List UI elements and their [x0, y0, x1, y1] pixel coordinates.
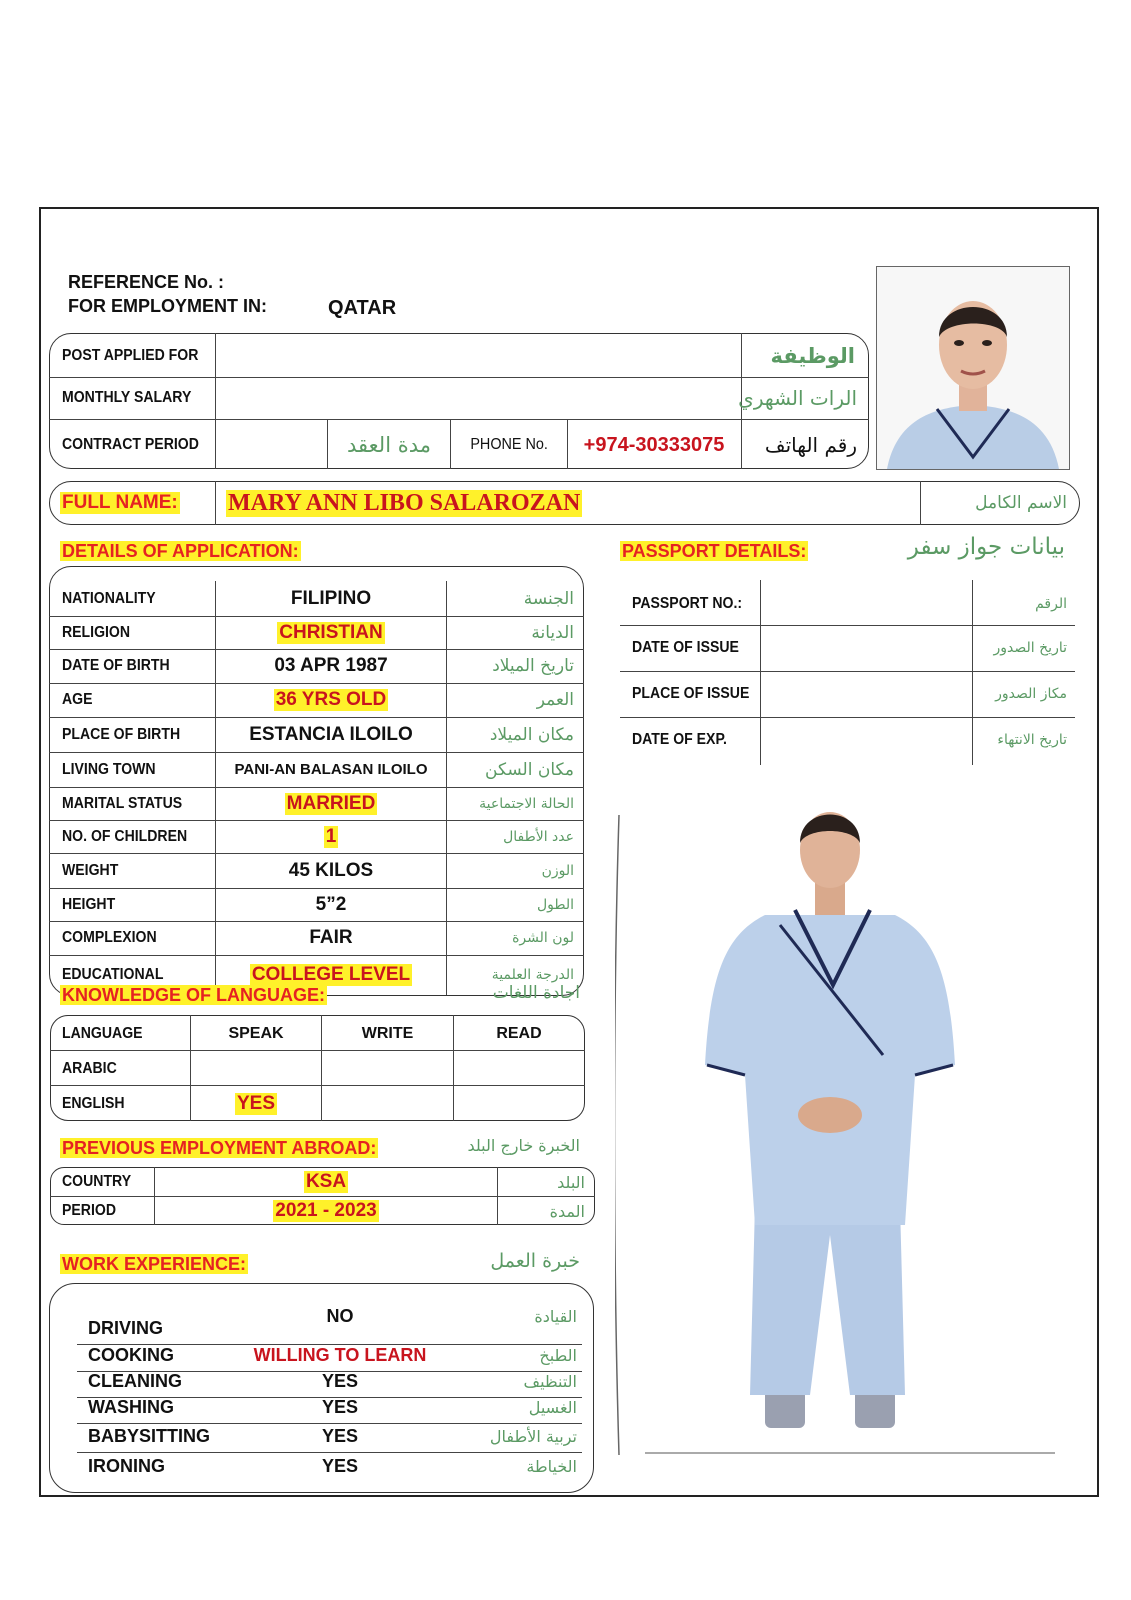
passport-label: PASSPORT NO.:	[632, 595, 743, 612]
work-label: WASHING	[88, 1396, 175, 1417]
lang-header-language: LANGUAGE	[62, 1024, 143, 1042]
previous-value: 2021 - 2023	[275, 1200, 377, 1221]
previous-label: PERIOD	[62, 1202, 116, 1219]
full-name-label: FULL NAME:	[62, 492, 178, 513]
detail-label: COMPLEXION	[62, 929, 157, 946]
work-ar: الطبخ	[539, 1345, 577, 1365]
detail-ar: الوزن	[541, 862, 574, 879]
passport-ar: الرقم	[1035, 596, 1067, 612]
work-value: YES	[321, 1396, 359, 1417]
passport-ar: تاريخ الصدور	[993, 640, 1067, 656]
previous-title-ar: الخبرة خارج البلد	[467, 1136, 580, 1155]
employment-label: FOR EMPLOYMENT IN:	[68, 296, 267, 316]
detail-value: MARRIED	[286, 792, 376, 814]
detail-label: LIVING TOWN	[62, 760, 156, 778]
work-title-ar: خبرة العمل	[490, 1250, 580, 1272]
detail-label: AGE	[62, 691, 93, 708]
previous-ar: المدة	[549, 1201, 585, 1221]
detail-ar: تاريخ الميلاد	[492, 656, 574, 676]
detail-ar: مكان الميلاد	[489, 724, 574, 745]
lang-header-write: WRITE	[361, 1024, 414, 1042]
previous-title: PREVIOUS EMPLOYMENT ABROAD:	[62, 1138, 377, 1158]
detail-value: 45 KILOS	[288, 859, 374, 881]
phone-label: PHONE No.	[470, 436, 548, 453]
salary-label: MONTHLY SALARY	[62, 389, 192, 406]
lang-header-speak: SPEAK	[228, 1024, 284, 1042]
detail-label: HEIGHT	[62, 895, 116, 913]
detail-value: 1	[325, 825, 337, 847]
detail-value: FILIPINO	[290, 587, 372, 609]
detail-label: WEIGHT	[62, 861, 119, 879]
passport-title: PASSPORT DETAILS:	[622, 541, 807, 561]
passport-ar: تاريخ الانتهاء	[997, 732, 1067, 748]
previous-ar: البلد	[557, 1172, 585, 1192]
post-label: POST APPLIED FOR	[62, 347, 199, 364]
contract-label: CONTRACT PERIOD	[62, 436, 199, 453]
work-label: CLEANING	[88, 1370, 182, 1391]
work-value: WILLING TO LEARN	[253, 1344, 427, 1365]
detail-label: MARITAL STATUS	[62, 794, 183, 812]
detail-label: NO. OF CHILDREN	[62, 827, 188, 845]
detail-ar: مكان السكن	[485, 759, 574, 780]
salary-ar: الرات الشهري	[738, 386, 857, 410]
detail-value: 36 YRS OLD	[275, 689, 387, 710]
post-ar: الوظيفة	[770, 344, 855, 368]
work-label: BABYSITTING	[88, 1425, 211, 1446]
work-ar: التنظيف	[523, 1371, 577, 1391]
detail-value: 5”2	[315, 893, 347, 915]
work-label: COOKING	[88, 1344, 175, 1365]
lang-english-speak: YES	[236, 1092, 276, 1114]
detail-label: NATIONALITY	[62, 589, 156, 607]
detail-ar: الديانة	[531, 622, 574, 643]
contract-ar: مدة العقد	[347, 433, 431, 457]
passport-ar: مكاز الصدور	[995, 686, 1067, 702]
passport-label: DATE OF ISSUE	[632, 639, 739, 656]
detail-value: FAIR	[309, 927, 353, 948]
detail-ar: الجنسة	[523, 588, 574, 609]
applicant-headshot	[876, 266, 1070, 470]
work-label: IRONING	[88, 1455, 166, 1476]
work-ar: القيادة	[534, 1306, 577, 1326]
lang-row-arabic: ARABIC	[62, 1059, 117, 1077]
work-ar: تربية الأطفال	[489, 1426, 577, 1446]
employment-country: QATAR	[328, 297, 397, 319]
detail-ar: عدد الأطفال	[503, 828, 574, 845]
work-ar: الغسيل	[528, 1397, 577, 1417]
reference-label: REFERENCE No. :	[68, 272, 225, 292]
detail-ar: الدرجة العلمية	[491, 967, 574, 983]
applicant-full-body-photo	[615, 805, 1075, 1455]
detail-value: 03 APR 1987	[274, 655, 388, 676]
passport-title-ar: بيانات جواز سفر	[907, 534, 1065, 560]
lang-header-read: READ	[496, 1024, 542, 1042]
work-value: NO	[326, 1305, 354, 1326]
detail-value: COLLEGE LEVEL	[251, 964, 411, 985]
work-value: YES	[321, 1455, 359, 1476]
work-title: WORK EXPERIENCE:	[62, 1254, 247, 1274]
detail-ar: لون الشرة	[512, 930, 574, 946]
detail-label: PLACE OF BIRTH	[62, 725, 181, 743]
detail-label: DATE OF BIRTH	[62, 657, 170, 674]
detail-ar: الحالة الاجتماعية	[479, 795, 574, 812]
detail-value: PANI-AN BALASAN ILOILO	[234, 761, 428, 778]
detail-ar: الطول	[536, 896, 574, 913]
passport-label: DATE OF EXP.	[632, 731, 727, 748]
previous-value: KSA	[305, 1171, 347, 1192]
work-value: YES	[321, 1370, 359, 1391]
work-label: DRIVING	[88, 1317, 164, 1338]
lang-row-english: ENGLISH	[62, 1094, 125, 1112]
detail-ar: العمر	[536, 690, 574, 710]
full-name-ar: الاسم الكامل	[975, 493, 1067, 513]
phone-ar: رقم الهاتف	[764, 433, 857, 457]
previous-label: COUNTRY	[62, 1173, 132, 1190]
language-title: KNOWLEDGE OF LANGUAGE:	[62, 985, 325, 1005]
work-value: YES	[321, 1425, 359, 1446]
passport-label: PLACE OF ISSUE	[632, 685, 750, 702]
detail-value: CHRISTIAN	[279, 621, 383, 643]
work-ar: الخياطة	[526, 1456, 577, 1476]
full-name-value: MARY ANN LIBO SALAROZAN	[228, 489, 581, 516]
language-title-ar: اجادة اللغات	[492, 983, 580, 1003]
detail-value: ESTANCIA ILOILO	[249, 723, 413, 745]
details-title: DETAILS OF APPLICATION:	[62, 541, 299, 561]
detail-label: EDUCATIONAL	[62, 966, 164, 983]
detail-label: RELIGION	[62, 623, 131, 641]
phone-value: +974-30333075	[583, 433, 725, 456]
